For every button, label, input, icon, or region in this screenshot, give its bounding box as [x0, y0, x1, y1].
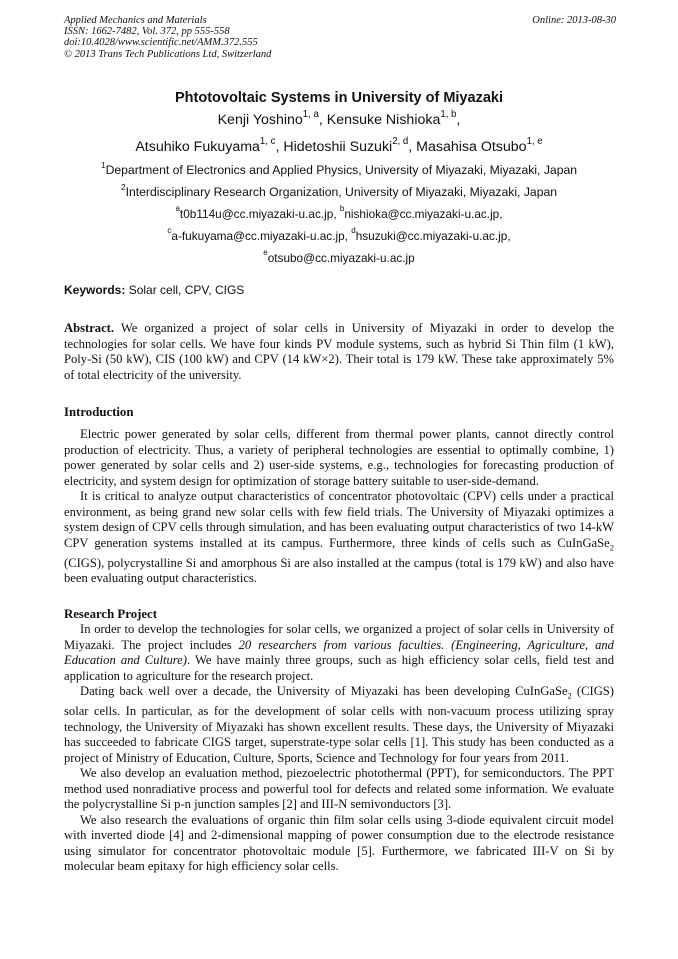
copyright-line: © 2013 Trans Tech Publications Ltd, Switzerland: [64, 48, 272, 60]
author-name: Kenji Yoshino: [217, 112, 303, 128]
author-affiliation-sup: 1, e: [526, 136, 543, 147]
paragraph: Electric power generated by solar cells, different from thermal power plants, cannot directly control production of electricity. Thus, a variety of peripheral technologies are essential to optimally combine, 1) power generated by solar cells and 2) user-side systems, e.g., technologies for forecasting production of electricity, and system design for optimization of storage battery suitable to user-side-demand.: [64, 427, 614, 488]
paragraph: We also develop an evaluation method, piezoelectric photothermal (PPT), for semiconductors. The PPT method used nonradiative process and powerful tool for defects and related some information. We evaluate the polycrystalline Si p-n junction samples [2] and III-N semivonductors [3].: [64, 766, 614, 812]
paragraph-text: (CIGS) solar cells. In particular, as for the development of solar cells with non-vacuum process utilizing spray technology, the University of Miyazaki has shown excellent results. These days, the University of Miyazaki has succeeded to fabricate CIGS target, superstrate-type solar cells [1]. This study has been conducted as a project of Ministry of Education, Culture, Sports, Science and Technology for four years from 2011.: [64, 684, 614, 765]
paper-title: Phtotovoltaic Systems in University of Miyazaki: [175, 90, 503, 106]
section-heading-research: Research Project: [64, 607, 157, 621]
affiliation-text: Department of Electronics and Applied Physics, University of Miyazaki, Miyazaki, Japan: [105, 163, 578, 177]
email-line-2: $^c$a-fukuyama@cc.miyazaki-u.ac.jp, $^d$hsuzuki@cc.miyazaki-u.ac.jp,: [167, 226, 511, 243]
affiliation-2: [0, 182, 678, 199]
online-date: Online: 2013-08-30: [532, 15, 616, 26]
journal-name: Applied Mechanics and Materials: [64, 15, 207, 26]
author-name: Kensuke Nishioka: [326, 112, 441, 128]
doi-line: doi:10.4028/www.scientific.net/AMM.372.555: [64, 37, 258, 49]
email-sup: c: [167, 226, 172, 235]
email-sup: a: [175, 204, 180, 213]
author-affiliation-sup: 1, c: [259, 136, 276, 147]
email-sup: d: [351, 226, 356, 235]
paragraph-text: It is critical to analyze output characteristics of concentrator photovoltaic (CPV) cells under a practical environment, as being grand new solar cells with few field trials. The University of Miyazaki optimizes a system design of CPV cells through simulation, and has been evaluating output characteristics of two 14-kW CPV generation systems installed at its campus. Furthermore, three kinds of cells such as CuInGaSe: [64, 489, 614, 550]
affiliation-sup: 2: [120, 182, 126, 192]
research-body: [64, 622, 614, 875]
author-name: Atsuhiko Fukuyama: [135, 139, 260, 155]
email-address[interactable]: hsuzuki@cc.miyazaki-u.ac.jp: [355, 229, 508, 243]
introduction-body: [64, 427, 614, 587]
email-address[interactable]: t0b114u@cc.miyazaki-u.ac.jp: [179, 207, 334, 221]
author-line-2: Atsuhiko Fukuyama$^{1, c}$, Hidetoshii Suzuki$^{2, d}$, Masahisa Otsubo$^{1, e}$: [135, 136, 543, 155]
email-line-1: $^a$t0b114u@cc.miyazaki-u.ac.jp, $^b$nishioka@cc.miyazaki-u.ac.jp,: [175, 204, 503, 221]
abstract-label: Abstract.: [64, 321, 115, 335]
affiliation-sup: 1: [100, 160, 106, 170]
email-address[interactable]: nishioka@cc.miyazaki-u.ac.jp: [344, 207, 500, 221]
paragraph-text: Dating back well over a decade, the University of Miyazaki has been developing CuInGaSe: [80, 684, 568, 698]
paragraph: We also research the evaluations of organic thin film solar cells using 3-diode equivalent circuit model with inverted diode [4] and 2-dimensional mapping of power consumption due to the electrode resistance using simulator for concentrator photovoltaic module [5]. Furthermore, we fabricated III-V on Si by molecular beam epitaxy for high efficiency solar cells.: [64, 812, 614, 874]
email-address[interactable]: a-fukuyama@cc.miyazaki-u.ac.jp: [171, 229, 345, 243]
keywords: [64, 283, 244, 297]
abstract: [64, 321, 614, 383]
author-name: Hidetoshii Suzuki: [283, 139, 393, 155]
author-affiliation-sup: 2, d: [392, 136, 409, 147]
issn-line: ISSN: 1662-7482, Vol. 372, pp 555-558: [64, 26, 230, 38]
italic-text: 20 researchers from various faculties. (Engineering, Agriculture, and Education and Culture): [64, 637, 614, 667]
email-address[interactable]: otsubo@cc.miyazaki-u.ac.jp: [267, 251, 415, 265]
author-affiliation-sup: 1, b: [440, 109, 457, 120]
author-name: Masahisa Otsubo: [416, 139, 527, 155]
paragraph-text: In order to develop the technologies for solar cells, we organized a project of solar cells in University of Miyazaki. The project includes: [64, 622, 614, 652]
keywords-text: Solar cell, CPV, CIGS: [128, 283, 245, 297]
paragraph-text: . We have mainly three groups, such as high efficiency solar cells, field test and application to agriculture for the research project.: [64, 653, 614, 683]
author-line-1: Kenji Yoshino$^{1, a}$, Kensuke Nishioka$^{1, b}$,: [217, 109, 461, 128]
affiliation-1: [0, 160, 678, 177]
paragraph-text: (CIGS), polycrystalline Si and amorphous Si are also installed at the campus (total is 179 kW) and also have been evaluating output characteristics.: [64, 555, 614, 586]
section-heading-introduction: Introduction: [64, 405, 134, 419]
email-line-3: [0, 248, 678, 265]
keywords-label: Keywords:: [64, 283, 126, 297]
abstract-text: We organized a project of solar cells in University of Miyazaki in order to develop the technologies for solar cells. We have four kinds PV module systems, such as hybrid Si Thin film (1 kW), Poly-Si (50 kW), CIS (100 kW) and CPV (14 kW×2). Their total is 179 kW. These take approximately 5% of total electricity of the university.: [64, 321, 614, 382]
paragraph: [64, 489, 614, 587]
email-sup: b: [339, 204, 345, 213]
subscript: 2: [609, 542, 614, 553]
paragraph: [64, 622, 614, 684]
email-sup: e: [263, 248, 268, 257]
journal-header: [64, 15, 616, 60]
paragraph: [64, 684, 614, 766]
subscript: 2: [567, 690, 572, 701]
author-affiliation-sup: 1, a: [302, 109, 319, 120]
affiliation-text: Interdisciplinary Research Organization, University of Miyazaki, Miyazaki, Japan: [125, 185, 558, 199]
